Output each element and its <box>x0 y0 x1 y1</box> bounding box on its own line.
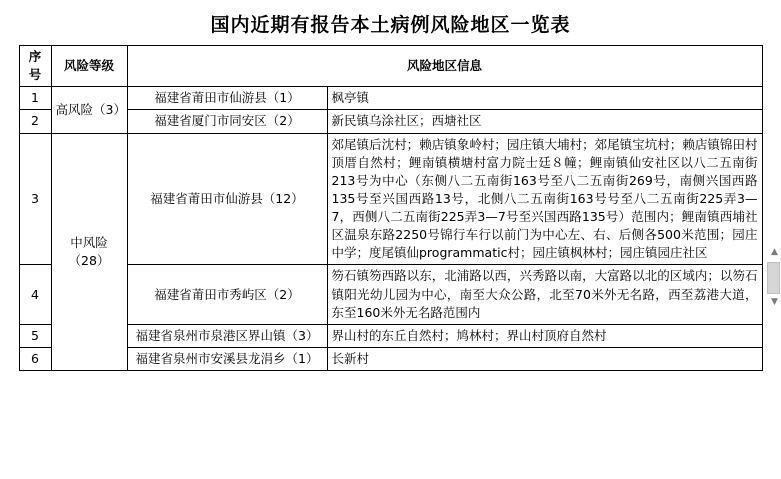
table-row <box>19 87 762 110</box>
cell-region: 福建省莆田市仙游县（1） <box>127 87 327 110</box>
column-header-no: 序号 <box>19 46 51 87</box>
table-row <box>19 110 762 133</box>
scroll-down-icon[interactable]: ▼ <box>771 297 778 307</box>
cell-no: 1 <box>19 87 51 110</box>
cell-no: 2 <box>19 110 51 133</box>
cell-region: 福建省莆田市秀屿区（2） <box>127 265 327 324</box>
cell-no: 6 <box>19 347 51 370</box>
cell-region: 福建省厦门市同安区（2） <box>127 110 327 133</box>
cell-info: 枫亭镇 <box>327 87 762 110</box>
cell-no: 3 <box>19 133 51 265</box>
cell-region: 福建省莆田市仙游县（12） <box>127 133 327 265</box>
cell-risk-level: 高风险（3） <box>51 87 127 133</box>
table-row <box>19 347 762 370</box>
column-header-info: 风险地区信息 <box>127 46 762 87</box>
cell-info: 新民镇乌涂社区；西塘社区 <box>327 110 762 133</box>
page-title: 国内近期有报告本土病例风险地区一览表 <box>210 14 571 36</box>
scrollbar-thumb[interactable] <box>767 262 780 294</box>
cell-no: 5 <box>19 324 51 347</box>
scroll-up-icon[interactable]: ▲ <box>771 247 778 257</box>
column-header-level: 风险等级 <box>51 46 127 87</box>
table-row <box>19 265 762 324</box>
cell-info: 界山村的东丘自然村；鸠林村；界山村顶府自然村 <box>327 324 762 347</box>
table-body <box>19 87 762 371</box>
cell-info: 笏石镇笏西路以东，北浦路以西，兴秀路以南，大富路以北的区域内；以笏石镇阳光幼儿园为中心，南至大众公路，北至70米外无名路，西至荔港大道，东至160米外无名路范围内 <box>327 265 762 324</box>
table-header-row <box>19 46 762 87</box>
table-row <box>19 324 762 347</box>
cell-info: 长新村 <box>327 347 762 370</box>
cell-risk-level: 中风险（28） <box>51 133 127 371</box>
table-header <box>19 46 762 87</box>
vertical-scrollbar[interactable] <box>768 0 781 479</box>
cell-no: 4 <box>19 265 51 324</box>
cell-region: 福建省泉州市泉港区界山镇（3） <box>127 324 327 347</box>
cell-info: 郊尾镇后沈村；赖店镇象岭村；园庄镇大埔村；郊尾镇宝坑村；赖店镇锦田村顶厝自然村；鲤南镇横塘村富力院士廷８幢；鲤南镇仙安社区以八二五南街213号为中心（东侧八二五南街163号至八二五南街269号，南侧兴国西路135号至兴国西路13号，北侧八二五南街163号号至八二五南街225弄3—7，西侧八二五南街225弄3—7号至兴国西路135号）范围内；鲤南镇西埔社区温泉东路2250号锦行车行以前门为中心左、右、后侧各500米范围；园庄中学；度尾镇仙programmatic村；园庄镇枫林村；园庄镇园庄社区 <box>327 133 762 265</box>
cell-region: 福建省泉州市安溪县龙涓乡（1） <box>127 347 327 370</box>
table-row <box>19 133 762 265</box>
risk-area-table <box>19 45 763 371</box>
